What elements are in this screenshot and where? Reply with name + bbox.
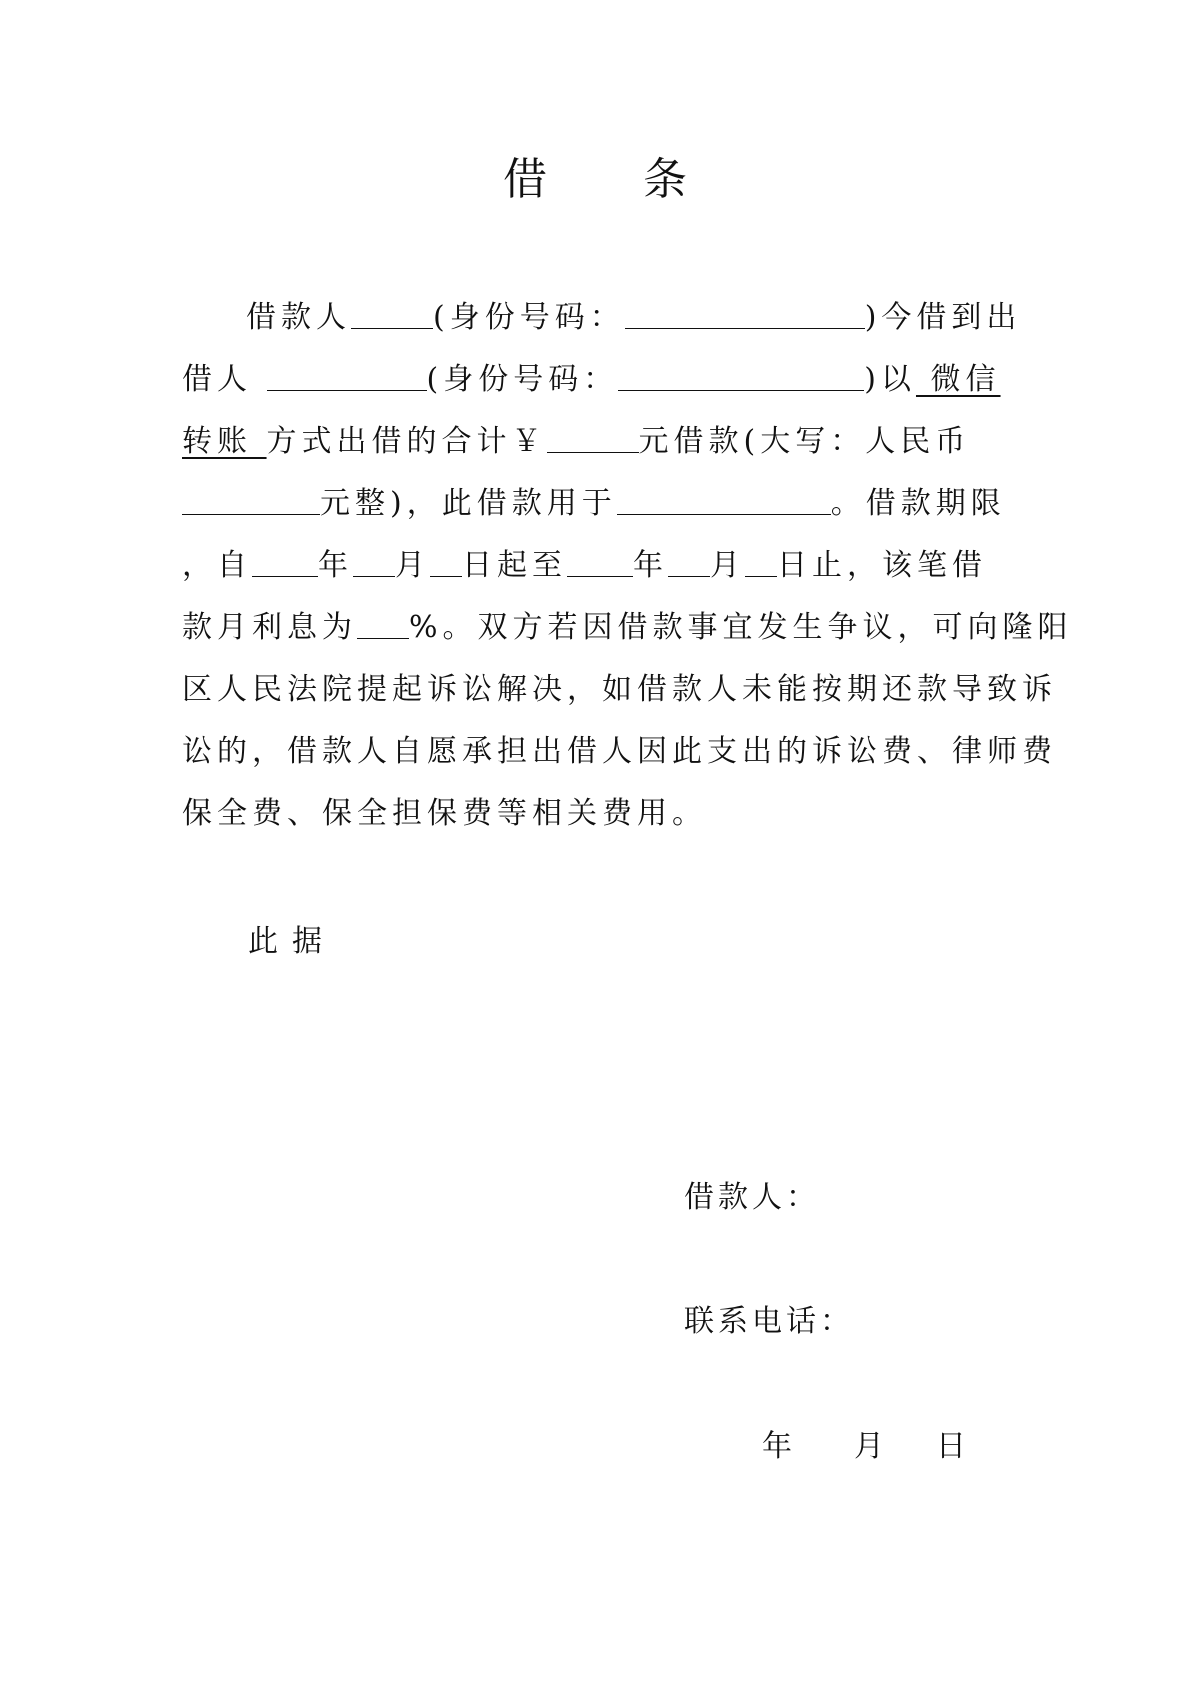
end-month-blank[interactable] [668, 546, 710, 577]
body-line-4 [182, 484, 1012, 524]
text: ，自 [182, 548, 252, 583]
text: 。借款期限 [830, 486, 1006, 521]
text: )以 [864, 362, 916, 397]
loan-purpose-blank[interactable] [617, 484, 831, 515]
body-line-7: 区人民法院提起诉讼解决，如借款人未能按期还款导致诉 [182, 672, 1057, 707]
text: 借人 [182, 362, 267, 397]
text: 款月利息为 [182, 610, 357, 645]
text: 日起至 [462, 548, 567, 583]
lender-id-blank[interactable] [618, 360, 864, 391]
borrower-id-blank[interactable] [625, 298, 865, 329]
text: 月 [710, 548, 745, 583]
date-line [762, 1427, 966, 1467]
borrower-name-blank[interactable] [351, 298, 433, 329]
text: 元借款(大写：人民币 [638, 424, 971, 459]
date-day-label: 日 [936, 1429, 966, 1464]
text: 年 [633, 548, 668, 583]
payment-method-part-1: 微信 [915, 362, 1001, 397]
end-year-blank[interactable] [567, 546, 633, 577]
phone-label: 联系电话： [684, 1304, 854, 1339]
text: (身份号码： [426, 362, 619, 397]
title-char-2: 条 [643, 154, 687, 205]
body-line-5 [182, 546, 1012, 586]
text: (身份号码： [433, 300, 625, 335]
text: %。双方若因借款事宜发生争议，可向隆阳 [409, 610, 1073, 645]
body-line-8: 讼的，借款人自愿承担出借人因此支出的诉讼费、律师费 [182, 734, 1057, 769]
text: 月 [395, 548, 430, 583]
body-line-2 [182, 360, 1012, 400]
start-year-blank[interactable] [252, 546, 318, 577]
body-line-9: 保全费、保全担保费等相关费用。 [182, 796, 707, 831]
text: 元整)，此借款用于 [320, 486, 617, 521]
document-title [0, 154, 1190, 205]
amount-blank[interactable] [547, 422, 639, 453]
date-year-label: 年 [762, 1429, 792, 1464]
text: 年 [318, 548, 353, 583]
text: 日止，该笔借 [777, 548, 987, 583]
date-month-label: 月 [854, 1429, 884, 1464]
body-line-6 [182, 608, 1073, 648]
end-day-blank[interactable] [745, 546, 777, 577]
payment-method-part-2: 转账 [182, 424, 267, 459]
start-day-blank[interactable] [430, 546, 462, 577]
body-line-1 [182, 298, 1022, 338]
lender-name-blank[interactable] [267, 360, 427, 391]
borrower-signature-label: 借款人： [684, 1180, 820, 1215]
title-char-1: 借 [503, 154, 547, 205]
body-line-3 [182, 422, 1012, 462]
closing-phrase: 此据 [248, 924, 336, 959]
start-month-blank[interactable] [353, 546, 395, 577]
text: 借款人 [246, 300, 351, 335]
interest-rate-blank[interactable] [357, 608, 409, 639]
text: 方式出借的合计￥ [266, 424, 547, 459]
amount-uppercase-blank[interactable] [182, 484, 320, 515]
text: )今借到出 [864, 300, 1022, 335]
